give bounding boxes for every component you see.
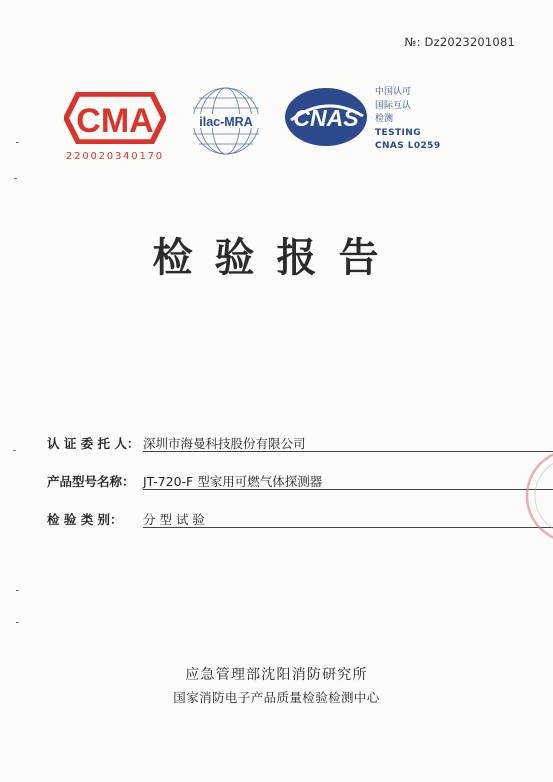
cma-logo (64, 92, 166, 144)
field-value: JT-720-F 型家用可燃气体探测器 (143, 474, 323, 489)
field-label: 产品型号名称： (47, 474, 135, 489)
cnas-logo-text: CNAS (293, 105, 359, 131)
cnas-line: TESTING (375, 127, 421, 138)
field-label: 认 证 委 托 人： (47, 436, 140, 451)
field-value: 分 型 试 验 (143, 512, 205, 527)
cnas-line: CNAS L0259 (375, 141, 441, 151)
report-number: №: Dz2023201081 (404, 35, 515, 49)
cnas-line: 检测 (375, 114, 394, 124)
report-title: 检验报告 (152, 234, 401, 281)
cnas-line: 国际互认 (375, 100, 412, 111)
issuer-name: 应急管理部沈阳消防研究所 (185, 667, 368, 683)
seal-stamp (523, 446, 553, 546)
cnas-line: 中国认可 (375, 87, 412, 97)
scan-speck (14, 178, 17, 179)
cma-logo-text: CMA (76, 102, 154, 140)
field-underline (143, 527, 553, 528)
ilac-logo-text: ilac-MRA (199, 115, 253, 129)
ilac-mra-logo (189, 86, 263, 156)
field-value: 深圳市海曼科技股份有限公司 (143, 436, 306, 451)
field-underline (143, 451, 553, 452)
field-label: 检 验 类 别： (47, 512, 123, 527)
cma-number: 220020340170 (66, 151, 164, 162)
scan-speck (16, 590, 19, 591)
scan-speck (16, 142, 19, 143)
scan-speck (13, 450, 16, 451)
issuer-center: 国家消防电子产品质量检验检测中心 (173, 690, 380, 705)
cnas-accreditation-text (375, 86, 441, 154)
cnas-logo (283, 86, 369, 148)
field-underline (143, 489, 553, 490)
scan-speck (16, 622, 19, 623)
